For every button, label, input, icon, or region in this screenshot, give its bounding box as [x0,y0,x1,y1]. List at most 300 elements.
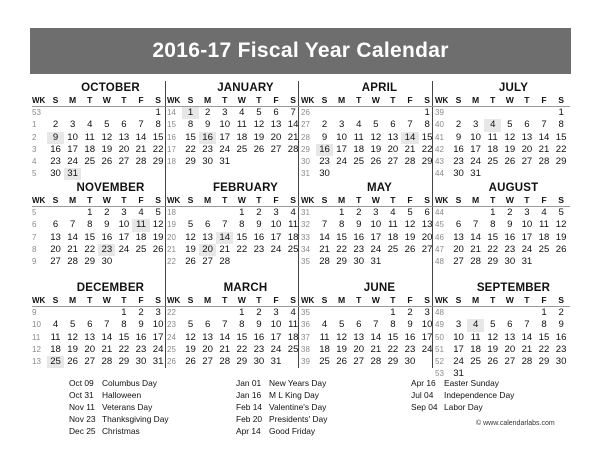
day-cell: 16 [253,331,265,343]
day-cell: 24 [118,243,130,255]
day-cell [467,307,484,319]
week-number-header: WK [167,196,181,205]
week-row [167,307,302,319]
week-number: 18 [167,156,176,166]
week-row [435,307,570,319]
day-cell [98,168,115,180]
day-cell: 15 [185,131,196,143]
week-number: 28 [301,132,310,142]
day-cell: 22 [185,143,196,155]
weekday-label: T [356,295,362,305]
week-row [301,319,436,331]
day-cell: 5 [407,207,413,219]
week-row [435,344,570,356]
day-cell: 6 [390,119,396,131]
month-august [435,181,570,276]
week-number: 45 [435,220,444,230]
day-cell: 3 [373,207,379,219]
day-cell: 12 [487,331,499,343]
day-cell: 1 [558,107,564,119]
day-cell: 3 [69,119,76,131]
day-cell: 17 [270,331,282,343]
day-cell: 15 [421,131,433,143]
weekday-label: W [237,195,246,205]
day-cell: 12 [67,331,78,343]
day-cell: 15 [538,331,550,343]
week-row [301,119,436,131]
day-cell: 9 [256,319,262,331]
day-cell: 27 [84,355,96,367]
week-number: 31 [301,208,310,218]
holiday-name: Columbus Day [102,378,157,388]
day-cell: 4 [87,119,93,131]
day-cell [518,107,535,119]
day-cell [81,107,98,119]
day-cell: 3 [524,207,530,219]
weekday-label: M [472,95,480,105]
day-cell: 11 [487,131,498,143]
holiday-item [236,401,327,413]
day-cell [47,307,64,319]
weekday-label: M [69,95,77,105]
day-cell: 28 [135,155,147,167]
week-row [435,232,570,244]
weekday-label: W [237,95,246,105]
week-row [435,219,570,231]
holiday-name: Easter Sunday [444,378,499,388]
day-cell: 16 [555,331,567,343]
day-cell [350,107,367,119]
day-cell: 25 [538,243,550,255]
day-cell: 25 [353,155,365,167]
day-cell [350,168,367,180]
day-cell: 27 [521,155,533,167]
day-cell [501,168,518,180]
day-cell: 21 [521,343,533,355]
week-row [32,244,167,256]
day-cell [132,256,149,268]
day-cell: 29 [236,355,248,367]
week-number-header: WK [32,296,46,305]
week-row [167,119,302,131]
day-cell: 13 [453,231,464,243]
week-number: 51 [435,344,444,354]
weekday-label: S [52,195,59,205]
day-cell: 21 [135,143,147,155]
week-number: 33 [301,232,310,242]
site-credit: © www.calendarlabs.com [476,420,555,427]
weekday-label: M [69,295,77,305]
month-april [301,81,436,180]
day-cell [316,207,333,219]
day-cell: 11 [84,131,95,143]
day-cell: 27 [202,355,213,367]
holiday-item [411,401,514,413]
month-name: SEPTEMBER [476,282,551,294]
day-cell: 19 [185,343,196,355]
weekday-label: S [155,295,161,305]
weekday-label: T [490,195,496,205]
day-cell: 18 [236,131,248,143]
week-number-header: WK [435,296,449,305]
day-cell: 25 [236,143,248,155]
day-cell: 29 [152,155,164,167]
day-cell: 1 [121,307,127,319]
day-cell: 11 [539,219,549,231]
weekday-label: S [321,95,328,105]
day-cell: 31 [453,368,464,380]
day-cell: 18 [470,343,481,355]
week-number: 10 [32,320,41,330]
weekday-label: S [455,295,462,305]
month-name: AUGUST [488,182,539,194]
week-row [435,256,570,268]
day-cell: 5 [187,319,194,331]
day-cell: 2 [507,207,513,219]
day-cell: 10 [67,131,78,143]
week-number: 32 [301,220,310,230]
week-number: 48 [435,308,444,318]
week-row [32,232,167,244]
week-number: 27 [301,120,310,130]
week-number: 24 [167,332,176,342]
day-cell [316,307,333,319]
day-cell: 3 [222,107,228,119]
day-cell: 6 [424,207,430,219]
day-cell [285,156,302,168]
day-cell: 4 [541,207,547,219]
day-cell: 21 [67,243,78,255]
week-number: 8 [32,244,37,254]
day-cell: 14 [370,331,382,343]
day-cell: 1 [490,207,496,219]
week-number: 39 [435,108,444,118]
day-cell [199,207,216,219]
day-cell: 30 [319,168,330,180]
weekday-label: T [87,195,93,205]
week-number: 35 [301,308,310,318]
week-number: 38 [301,344,310,354]
day-cell: 17 [521,231,533,243]
week-number-header: WK [301,296,315,305]
week-number: 34 [301,244,310,254]
day-cell: 27 [353,355,365,367]
day-cell [501,307,518,319]
holiday-day-cell: 20 [199,244,216,256]
day-cell [333,307,350,319]
week-number: 40 [435,120,444,130]
day-cell: 15 [387,331,399,343]
day-cell: 13 [521,131,533,143]
month-march [167,281,302,376]
day-cell [150,256,167,268]
weekday-label: F [541,95,547,105]
day-cell: 8 [121,319,127,331]
day-cell: 25 [387,243,399,255]
holiday-date: Oct 09 [69,378,94,388]
day-cell: 14 [470,231,481,243]
day-cell: 21 [287,131,299,143]
day-cell: 16 [135,331,147,343]
day-cell: 13 [387,131,399,143]
day-cell: 13 [118,131,130,143]
day-cell: 20 [387,143,399,155]
day-cell: 12 [185,231,196,243]
day-cell [233,256,250,268]
weekday-label: S [52,95,59,105]
day-cell: 9 [455,131,462,143]
weekday-label: S [290,95,296,105]
day-cell: 7 [104,319,110,331]
day-cell [98,307,115,319]
day-cell [518,307,535,319]
day-cell: 9 [407,319,413,331]
holiday-item [69,377,169,389]
day-cell [98,107,115,119]
holiday-name: New Years Day [269,378,327,388]
week-number-header: WK [435,96,449,105]
week-row [32,332,167,344]
month-name: JUNE [363,282,396,294]
weekday-label: S [290,195,296,205]
day-cell: 18 [135,231,147,243]
day-cell: 25 [287,343,299,355]
day-cell [267,256,284,268]
holiday-date: Feb 14 [236,402,263,412]
day-cell: 28 [370,355,382,367]
day-cell: 23 [504,243,516,255]
day-cell: 30 [202,155,213,167]
day-cell: 12 [101,131,113,143]
day-cell: 16 [353,231,365,243]
day-cell: 17 [67,143,78,155]
day-cell: 19 [370,143,382,155]
day-cell: 31 [219,155,231,167]
day-cell: 2 [256,307,262,319]
week-row [32,319,167,331]
day-cell: 23 [135,343,147,355]
day-cell: 23 [253,343,265,355]
week-number: 53 [435,369,444,379]
day-cell: 26 [504,155,516,167]
day-cell [535,256,552,268]
week-row [32,132,167,144]
day-cell: 3 [455,319,462,331]
week-number: 30 [301,156,310,166]
day-cell: 4 [239,107,245,119]
holiday-day-cell: 4 [467,319,484,331]
day-cell: 6 [87,319,93,331]
weekday-label: T [121,95,127,105]
weekday-label: T [256,195,262,205]
weekday-label: T [356,195,362,205]
weekday-label: T [256,95,262,105]
week-number: 1 [32,120,37,130]
week-number: 44 [435,169,444,179]
weekday-label: T [390,95,396,105]
day-cell: 2 [407,307,413,319]
week-number: 12 [32,344,41,354]
week-number: 37 [301,332,310,342]
week-number-header: WK [435,196,449,205]
weekday-label: F [273,195,279,205]
day-cell: 14 [521,331,533,343]
day-cell: 3 [273,307,279,319]
weekday-header [32,295,167,307]
week-number-header: WK [167,96,181,105]
day-cell: 7 [407,119,413,131]
week-row [32,307,167,319]
week-number: 16 [167,132,176,142]
day-cell [518,368,535,380]
week-row [32,119,167,131]
day-cell: 10 [152,319,164,331]
week-number-header: WK [301,96,315,105]
day-cell: 21 [319,243,330,255]
holiday-date: Oct 31 [69,390,94,400]
day-cell [64,207,81,219]
week-number: 9 [32,308,37,318]
week-row [301,144,436,156]
holiday-name: M L King Day [269,390,319,400]
holiday-name: Christmas [102,426,140,436]
week-row [435,107,570,119]
weekday-label: T [87,95,93,105]
month-july [435,81,570,180]
day-cell: 7 [472,219,479,231]
weekday-label: T [222,95,228,105]
day-cell: 9 [507,219,513,231]
day-cell [501,107,518,119]
week-number: 19 [167,220,176,230]
week-number: 23 [167,320,176,330]
weekday-label: T [390,195,396,205]
holiday-item [236,377,327,389]
day-cell [535,107,552,119]
holiday-day-cell: 4 [484,119,501,131]
day-cell: 2 [52,119,59,131]
day-cell: 24 [370,243,382,255]
day-cell: 30 [135,355,147,367]
week-row [32,219,167,231]
holiday-day-cell: 23 [98,244,115,256]
day-cell: 11 [470,331,481,343]
day-cell: 27 [504,355,516,367]
day-cell: 31 [152,355,164,367]
day-cell [81,168,98,180]
holiday-date: Jul 04 [411,390,434,400]
day-cell: 6 [52,219,59,231]
holiday-day-cell: 11 [132,219,149,231]
holiday-day-cell: 9 [47,132,64,144]
week-row [435,244,570,256]
day-cell: 8 [87,219,93,231]
week-number-header: WK [32,96,46,105]
month-october [32,81,167,180]
day-cell: 8 [338,219,345,231]
weekday-label: S [187,295,194,305]
day-cell: 13 [353,331,365,343]
day-cell [535,368,552,380]
holiday-day-cell: 14 [216,232,233,244]
day-cell: 31 [521,255,533,267]
day-cell: 15 [336,231,347,243]
holiday-day-cell: 16 [316,144,333,156]
day-cell: 13 [421,219,433,231]
day-cell [484,168,501,180]
day-cell [553,168,570,180]
day-cell: 24 [152,343,164,355]
day-cell: 3 [338,119,345,131]
day-cell: 7 [524,319,530,331]
week-row [301,356,436,368]
day-cell: 23 [404,343,416,355]
day-cell: 27 [453,255,464,267]
day-cell: 7 [222,319,228,331]
day-cell: 29 [84,255,96,267]
day-cell: 20 [421,231,433,243]
day-cell [333,168,350,180]
month-name: FEBRUARY [212,182,279,194]
day-cell: 22 [236,343,248,355]
weekday-header [167,195,302,207]
day-cell [333,107,350,119]
day-cell: 13 [504,331,516,343]
day-cell: 1 [87,207,93,219]
day-cell [450,107,467,119]
week-row [167,144,302,156]
day-cell: 22 [421,143,433,155]
month-name: NOVEMBER [76,182,145,194]
week-number: 17 [167,144,176,154]
holiday-date: Apr 14 [236,426,261,436]
day-cell: 1 [239,307,245,319]
weekday-label: W [371,295,380,305]
weekday-label: T [222,295,228,305]
day-cell [115,168,132,180]
week-number: 14 [167,108,176,118]
week-number: 43 [435,156,444,166]
day-cell: 30 [50,168,61,180]
month-december [32,281,167,376]
day-cell: 20 [504,343,516,355]
day-cell: 28 [67,255,78,267]
day-cell: 21 [538,143,550,155]
day-cell: 18 [353,143,365,155]
week-row [435,207,570,219]
holiday-item [411,377,514,389]
weekday-header [167,295,302,307]
day-cell: 10 [270,219,282,231]
holiday-date: Feb 20 [236,414,263,424]
weekday-header [435,95,570,107]
day-cell: 17 [219,131,231,143]
day-cell: 14 [287,119,299,131]
week-row [167,244,302,256]
day-cell: 12 [253,119,265,131]
weekday-label: T [356,95,362,105]
week-row [301,132,436,144]
day-cell: 3 [273,207,279,219]
day-cell: 7 [373,319,379,331]
day-cell [419,356,436,368]
week-number: 20 [167,232,176,242]
month-january [167,81,302,176]
holiday-list-1 [69,377,169,437]
day-cell [553,256,570,268]
week-number: 6 [32,220,37,230]
week-number: 5 [32,208,37,218]
